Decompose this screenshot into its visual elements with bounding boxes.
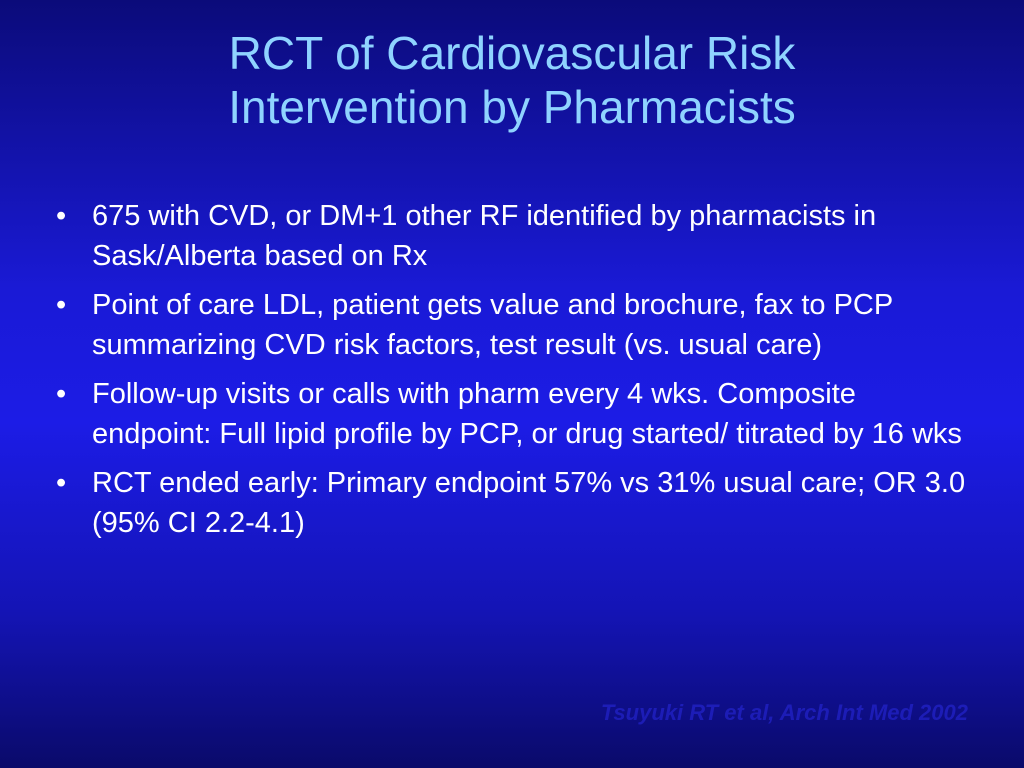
bullet-list bbox=[52, 196, 972, 552]
bullet-dot-icon: • bbox=[56, 289, 67, 321]
bullet-item bbox=[52, 285, 972, 365]
bullet-dot-icon: • bbox=[56, 378, 67, 410]
bullet-dot-icon: • bbox=[56, 200, 67, 232]
bullet-item bbox=[52, 196, 972, 276]
slide-title-line-1: RCT of Cardiovascular Risk bbox=[228, 27, 796, 79]
bullet-text: 675 with CVD, or DM+1 other RF identified by pharmacists in Sask/Alberta based on Rx bbox=[92, 200, 877, 272]
citation: Tsuyuki RT et al, Arch Int Med 2002 bbox=[600, 700, 968, 725]
bullet-dot-icon: • bbox=[56, 467, 67, 499]
slide-title-line-2: Intervention by Pharmacists bbox=[228, 81, 796, 133]
bullet-text: RCT ended early: Primary endpoint 57% vs 31% usual care; OR 3.0 (95% CI 2.2-4.1) bbox=[92, 467, 966, 539]
bullet-item bbox=[52, 463, 972, 543]
bullet-item bbox=[52, 374, 972, 454]
bullet-text: Follow-up visits or calls with pharm every 4 wks. Composite endpoint: Full lipid profile by PCP, or drug started/ titrated by 16 wks bbox=[92, 378, 962, 450]
bullet-text: Point of care LDL, patient gets value and brochure, fax to PCP summarizing CVD risk factors, test result (vs. usual care) bbox=[92, 289, 893, 361]
slide-title bbox=[0, 26, 1024, 134]
